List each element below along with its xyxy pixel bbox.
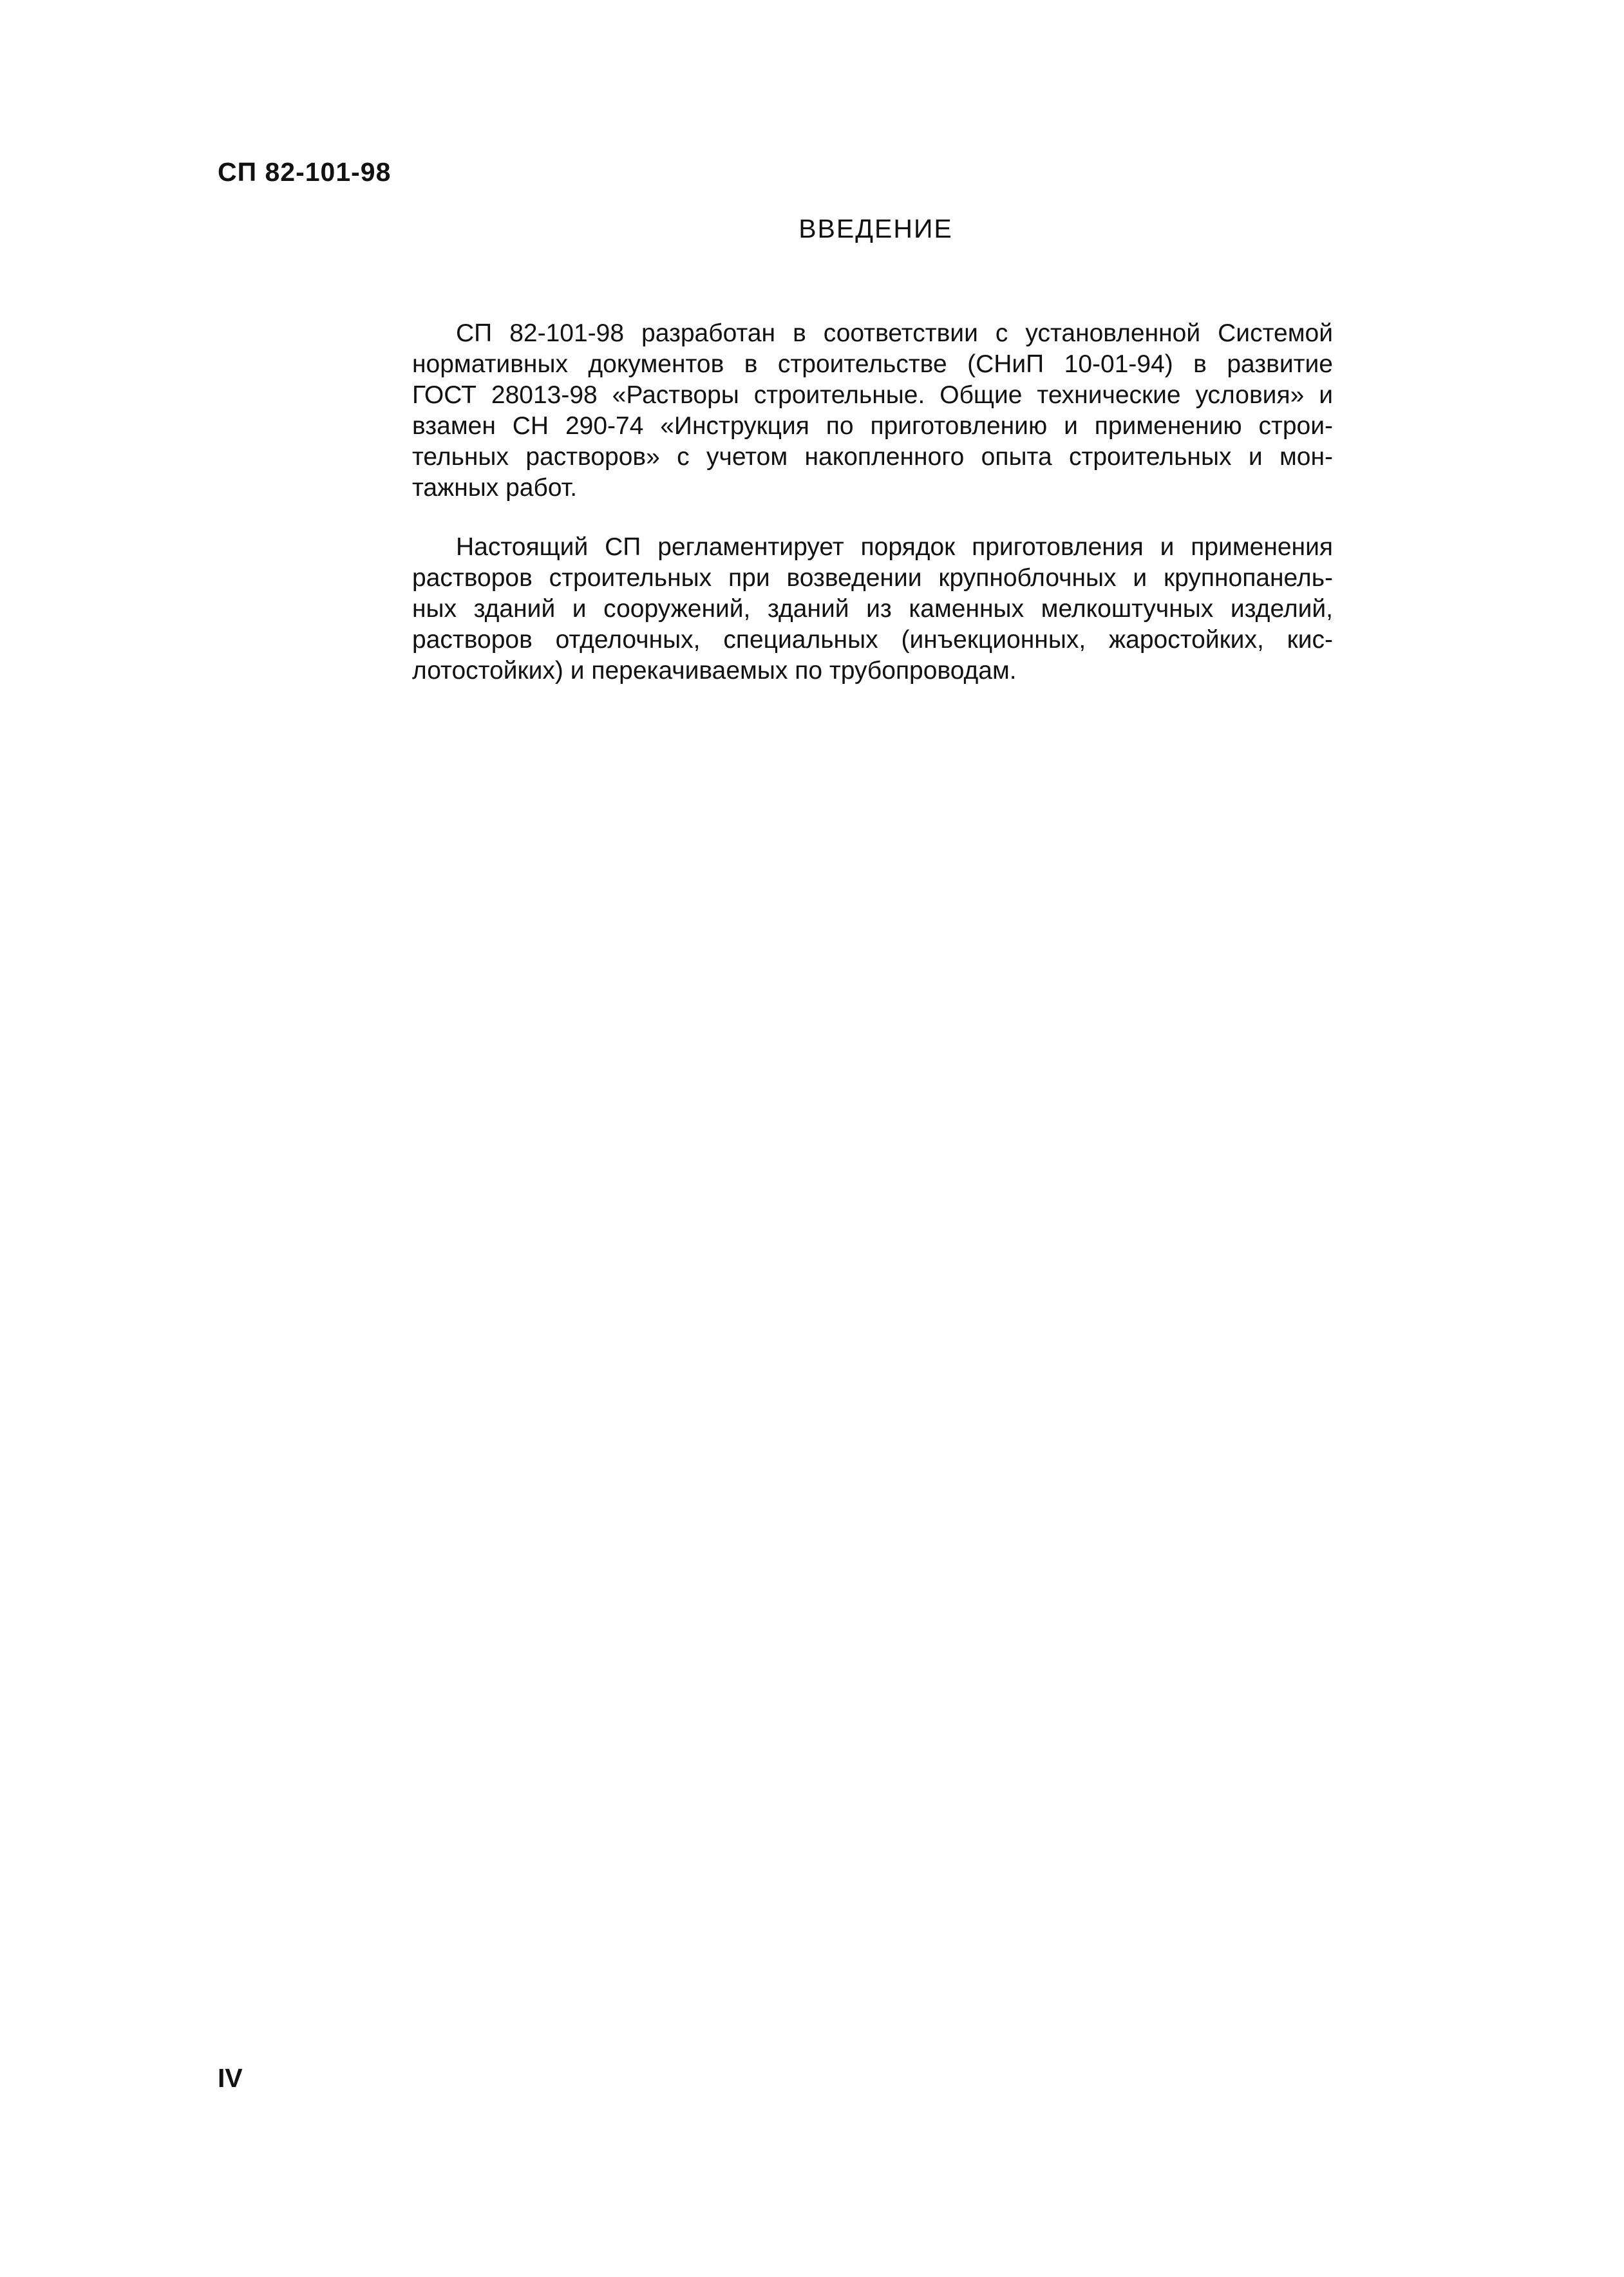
paragraph-1-line-5: тельных растворов» с учетом накопленного опыта строительных и мон- [412,443,1333,471]
paragraph-1 [412,318,1333,504]
paragraph-1-line-6: тажных работ. [412,474,578,502]
page-number: IV [218,2063,243,2093]
paragraph-2-line-4: растворов отделочных, специальных (инъекционных, жаростойких, кис- [412,626,1333,654]
paragraph-1-line-1: СП 82-101-98 разработан в соответствии с установленной Системой [456,319,1333,347]
paragraph-2 [412,532,1333,686]
paragraph-2-line-5: лотостойких) и перекачиваемых по трубопроводам. [412,657,1017,685]
paragraph-2-line-2: растворов строительных при возведении крупноблочных и крупнопанель- [412,564,1333,592]
paragraph-2-line-3: ных зданий и сооружений, зданий из каменных мелкоштучных изделий, [412,595,1333,623]
paragraph-1-line-4: взамен СН 290-74 «Инструкция по приготовлению и применению строи- [412,412,1333,440]
paragraph-1-line-2: нормативных документов в строительстве (СНиП 10-01-94) в развитие [412,350,1333,378]
section-title: ВВЕДЕНИЕ [798,214,953,243]
paragraph-1-line-3: ГОСТ 28013-98 «Растворы строительные. Общие технические условия» и [412,381,1333,409]
paragraph-2-line-1: Настоящий СП регламентирует порядок приготовления и применения [456,533,1333,561]
document-code: СП 82-101-98 [218,157,392,187]
